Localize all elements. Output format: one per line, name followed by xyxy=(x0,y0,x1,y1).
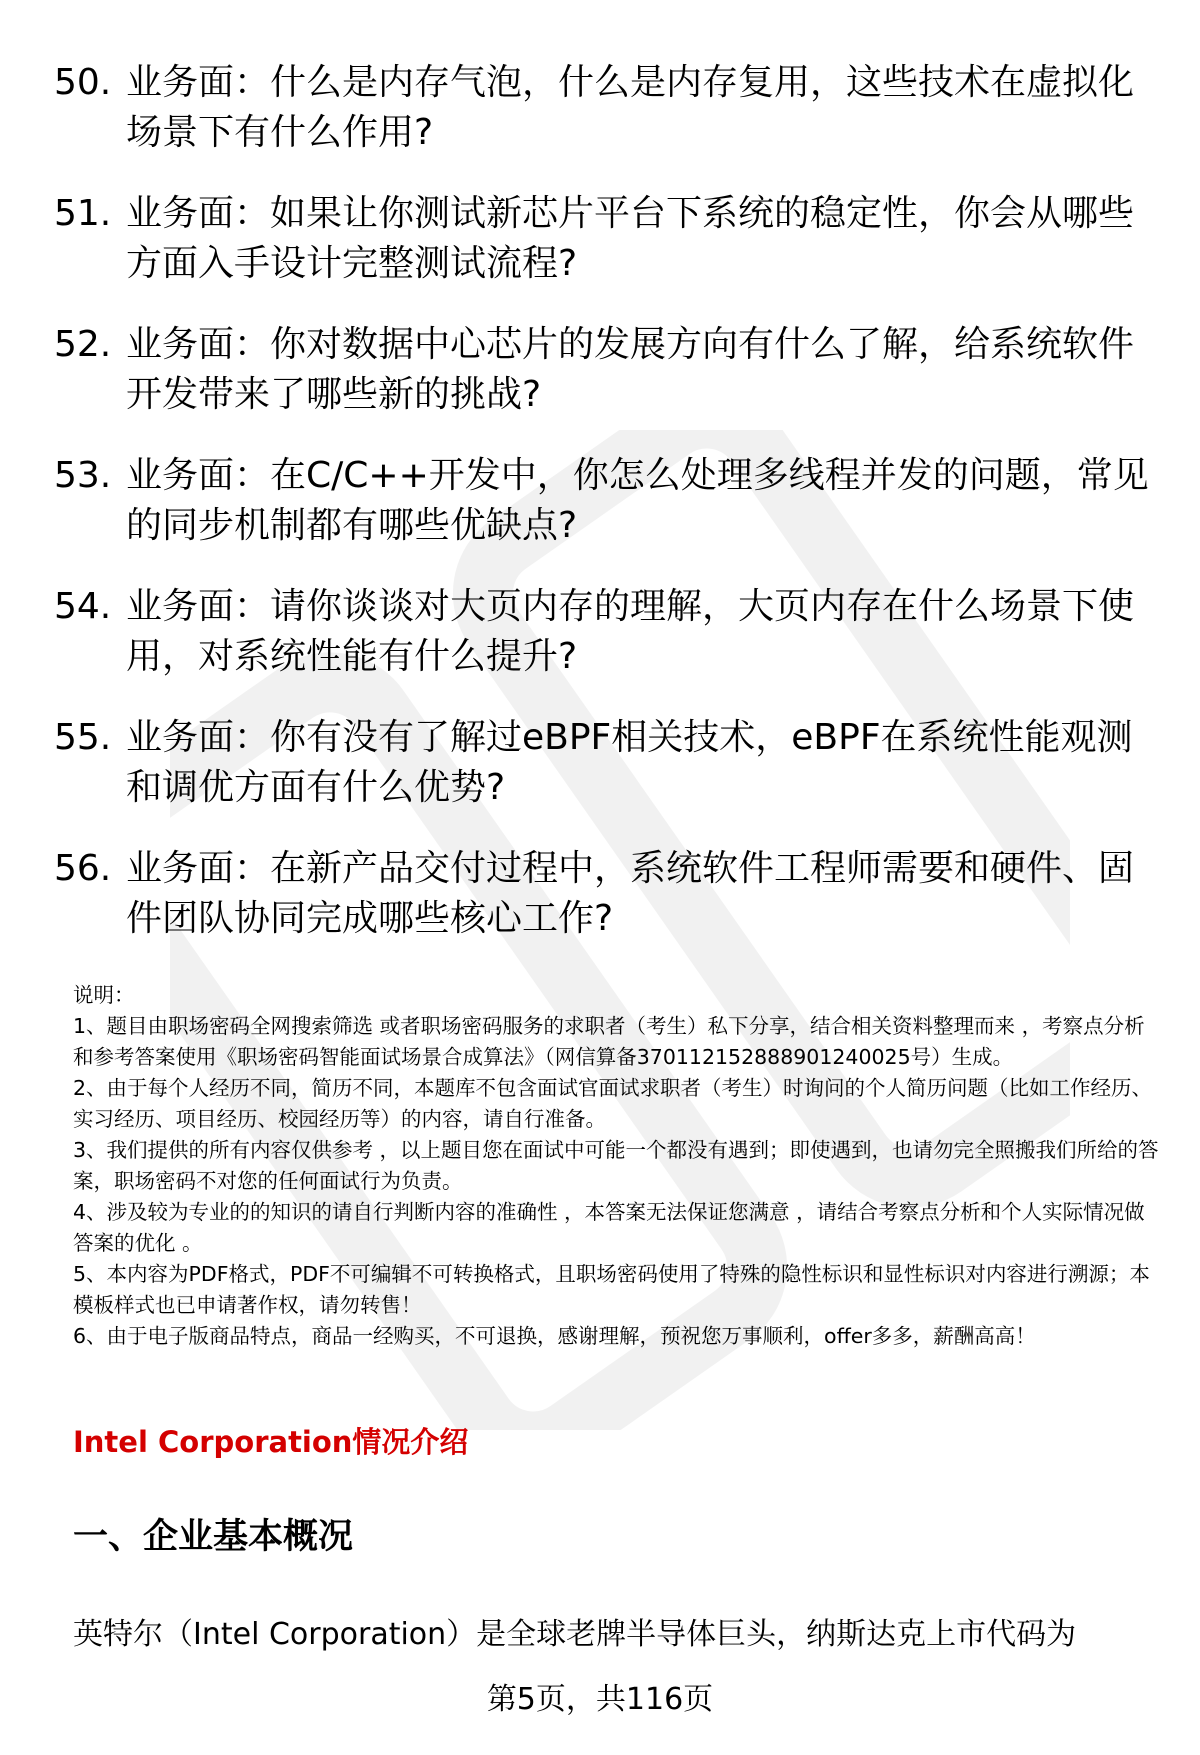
question-number: 55. xyxy=(54,717,112,758)
page-number: 第5页，共116页 xyxy=(486,1682,714,1717)
question-item xyxy=(54,451,1164,551)
question-item xyxy=(54,58,1164,158)
notes-title: 说明： xyxy=(73,983,135,1007)
question-text: 业务面：什么是内存气泡，什么是内存复用，这些技术在虚拟化场景下有什么作用? xyxy=(126,62,1135,153)
question-item xyxy=(54,713,1164,813)
question-text: 业务面：如果让你测试新芯片平台下系统的稳定性，你会从哪些方面入手设计完整测试流程? xyxy=(126,193,1135,284)
question-text: 业务面：你对数据中心芯片的发展方向有什么了解，给系统软件开发带来了哪些新的挑战? xyxy=(126,324,1135,415)
question-item xyxy=(54,582,1164,682)
question-item xyxy=(54,189,1164,289)
note-item: 2、由于每个人经历不同，简历不同，本题库不包含面试官面试求职者（考生）时询问的个人简历问题（比如工作经历、实习经历、项目经历、校园经历等）的内容，请自行准备。 xyxy=(73,1076,1153,1131)
note-item: 1、题目由职场密码全网搜索筛选 或者职场密码服务的求职者（考生）私下分享，结合相关资料整理而来 ，考察点分析和参考答案使用《职场密码智能面试场景合成算法》（网信算备370112152888901240025号）生成。 xyxy=(73,1014,1145,1069)
question-number: 54. xyxy=(54,586,112,627)
question-number: 52. xyxy=(54,324,112,365)
company-heading: Intel Corporation情况介绍 xyxy=(73,1425,469,1459)
question-number: 51. xyxy=(54,193,112,234)
body-paragraph: 英特尔（Intel Corporation）是全球老牌半导体巨头，纳斯达克上市代码为 xyxy=(73,1617,1077,1652)
question-item xyxy=(54,320,1164,420)
note-item: 4、涉及较为专业的的知识的请自行判断内容的准确性 ，本答案无法保证您满意 ，请结合考察点分析和个人实际情况做答案的优化 。 xyxy=(73,1200,1145,1255)
section-heading: 一、企业基本概况 xyxy=(73,1517,354,1557)
question-number: 50. xyxy=(54,62,112,103)
question-text: 业务面：你有没有了解过eBPF相关技术，eBPF在系统性能观测和调优方面有什么优势? xyxy=(126,717,1133,808)
question-list xyxy=(54,58,1164,975)
question-text: 业务面：在C/C++开发中，你怎么处理多线程并发的问题，常见的同步机制都有哪些优缺点? xyxy=(126,455,1149,546)
notes-section xyxy=(73,980,1163,1352)
question-text: 业务面：在新产品交付过程中，系统软件工程师需要和硬件、固件团队协同完成哪些核心工作? xyxy=(126,848,1135,939)
question-text: 业务面：请你谈谈对大页内存的理解，大页内存在什么场景下使用，对系统性能有什么提升? xyxy=(126,586,1135,677)
note-item: 5、本内容为PDF格式，PDF不可编辑不可转换格式，且职场密码使用了特殊的隐性标识和显性标识对内容进行溯源；本模板样式也已申请著作权，请勿转售！ xyxy=(73,1262,1150,1317)
question-item xyxy=(54,844,1164,944)
question-number: 56. xyxy=(54,848,112,889)
note-item: 3、我们提供的所有内容仅供参考 ，以上题目您在面试中可能一个都没有遇到；即使遇到，也请勿完全照搬我们所给的答案，职场密码不对您的任何面试行为负责。 xyxy=(73,1138,1159,1193)
question-number: 53. xyxy=(54,455,112,496)
note-item: 6、由于电子版商品特点，商品一经购买，不可退换，感谢理解，预祝您万事顺利，offer多多，薪酬高高！ xyxy=(73,1324,1036,1348)
